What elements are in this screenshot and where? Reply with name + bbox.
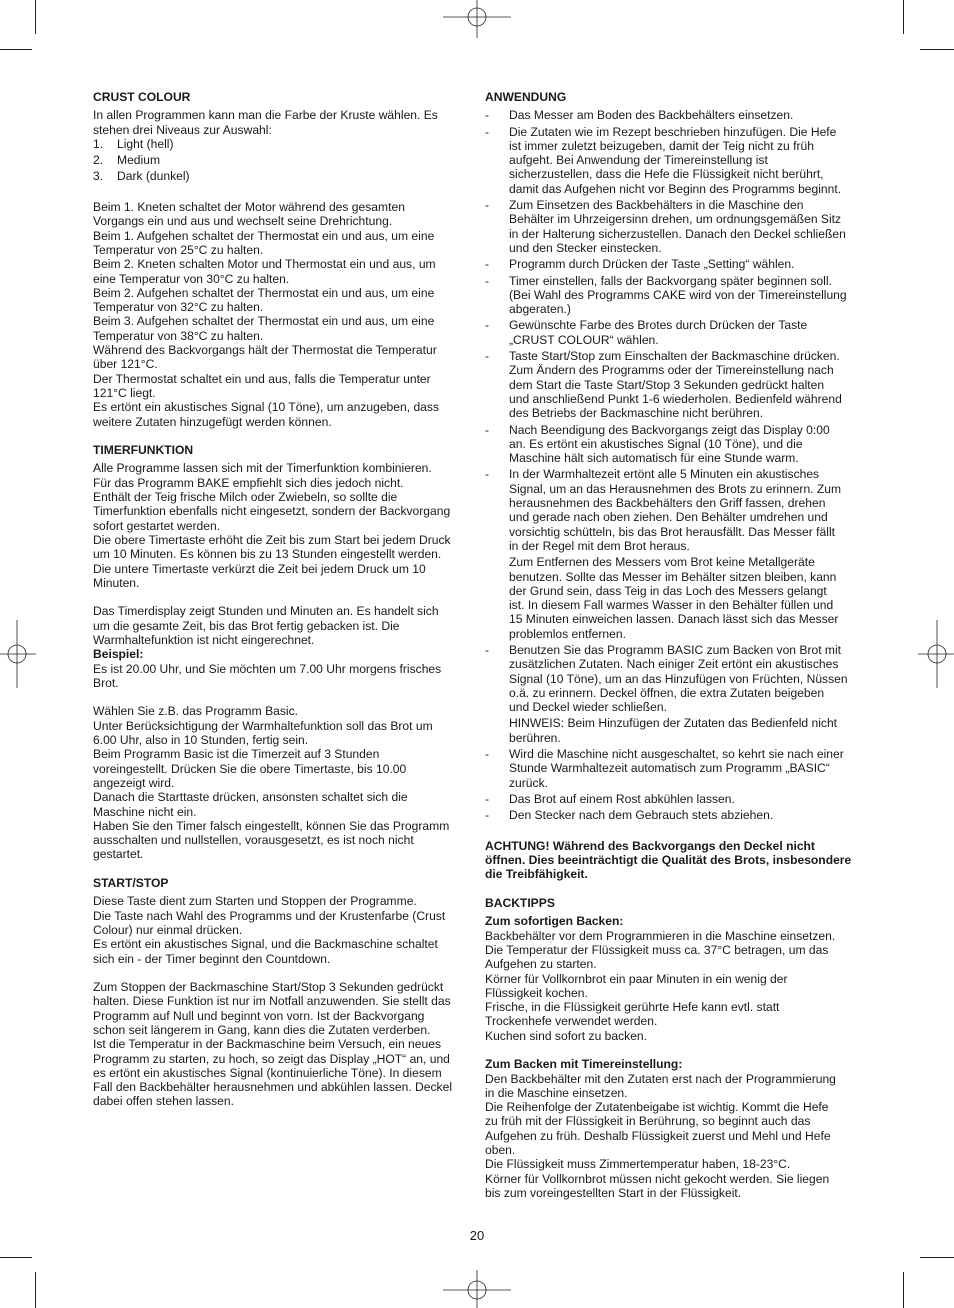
text-line: weitere Zutaten hinzugefügt werden können. <box>93 414 332 429</box>
text-line: Fall den Backbehälter herausnehmen und abkühlen lassen. Deckel <box>93 1080 453 1095</box>
list-item <box>485 257 867 271</box>
list-text <box>509 274 867 317</box>
text-line: Colour) nur einmal drücken. <box>93 922 243 937</box>
text-line: des Betriebs der Backmaschine nicht berühren. <box>509 406 764 421</box>
heading-crust-colour: CRUST COLOUR <box>93 90 191 104</box>
text-line: halten. Diese Funktion ist nur im Notfall anzuwenden. Sie stellt das <box>93 994 451 1009</box>
list-dash: - <box>485 422 490 437</box>
list-number: 2. <box>93 153 104 168</box>
list-text <box>509 643 867 745</box>
timer-paragraph-4 <box>93 704 473 861</box>
list-dash: - <box>485 318 490 333</box>
text-line: Den Stecker nach dem Gebrauch stets abziehen. <box>509 808 774 823</box>
text-line: Maschine hält sich automatisch für eine Stunde warm. <box>509 451 799 466</box>
heading-timerfunktion: TIMERFUNKTION <box>93 443 194 458</box>
list-item <box>485 643 867 745</box>
text-line: angezeigt wird. <box>93 775 175 790</box>
list-text <box>509 318 867 347</box>
list-item <box>93 137 473 151</box>
text-line: vorsichtig schütteln, bis das Brot herausfällt. Das Messer fällt <box>509 524 835 539</box>
registration-mark-left <box>0 620 36 688</box>
anwendung-list <box>485 108 867 822</box>
list-text <box>509 792 867 806</box>
crop-mark-tl-h <box>0 49 32 50</box>
list-text <box>509 257 867 271</box>
text-line: Warmhaltefunktion ist nicht eingerechnet. <box>93 632 315 647</box>
text-line: Der Thermostat schaltet ein und aus, falls die Temperatur unter <box>93 371 431 386</box>
text-line: damit das Aufgehen nicht vor Beginn des Programms beginnt. <box>509 181 842 196</box>
list-text <box>509 747 867 790</box>
text-line: 15 Minuten einweichen lassen. Danach lässt sich das Messer <box>509 612 839 627</box>
list-dash: - <box>485 808 490 823</box>
text-line: ist immer zuletzt beizugeben, damit der Teig nicht zu früh <box>509 138 814 153</box>
text-line: Temperatur von 32°C zu halten. <box>93 300 264 315</box>
list-text <box>509 198 867 255</box>
text-line: Beim 2. Kneten schalten Motor und Thermostat ein und aus, um <box>93 257 436 272</box>
text-line: Das Brot auf einem Rost abkühlen lassen. <box>509 791 735 806</box>
list-item <box>485 125 867 196</box>
text-line: benutzen. Sollte das Messer im Behälter sitzen bleiben, kann <box>509 569 837 584</box>
list-item <box>93 169 473 183</box>
list-text <box>509 467 867 641</box>
list-item <box>485 274 867 317</box>
list-dash: - <box>485 273 490 288</box>
list-dash: - <box>485 642 490 657</box>
list-number: 3. <box>93 169 104 184</box>
list-dash: - <box>485 198 490 213</box>
text-line: Es ist 20.00 Uhr, und Sie möchten um 7.00 Uhr morgens frisches <box>93 661 442 676</box>
text-line: Programm zu starten, zu hoch, so zeigt das Display „HOT“ an, und <box>93 1051 450 1066</box>
text-line: Zum Entfernen des Messers vom Brot keine Metallgeräte <box>509 555 815 570</box>
tips-paragraph-2 <box>485 1072 867 1201</box>
text-line: Für das Programm BAKE empfiehlt sich dies jedoch nicht. <box>93 475 404 490</box>
timer-paragraph-2 <box>93 604 473 690</box>
text-line: Behälter im Uhrzeigersinn drehen, um ordnungsgemäßen Sitz <box>509 212 842 227</box>
list-dash: - <box>485 108 490 123</box>
text-line: Es ertönt ein akustisches Signal, und die Backmaschine schaltet <box>93 937 438 952</box>
crop-mark-bl-h <box>0 1257 32 1258</box>
text-line: (Bei Wahl des Programms CAKE wird von der Timereinstellung <box>509 287 847 302</box>
text-line: um 10 Minuten. Es können bis zu 13 Stunden eingestellt werden. <box>93 547 442 562</box>
text-line: und den Stecker einstecken. <box>509 240 662 255</box>
text-line: voreingestellt. Drücken Sie die obere Timertaste, bis 10.00 <box>93 761 407 776</box>
text-line: Beim 1. Aufgehen schaltet der Thermostat ein und aus, um eine <box>93 228 435 243</box>
crust-body <box>93 200 473 429</box>
text-line: Backbehälter vor dem Programmieren in die Maschine einsetzen. <box>485 928 836 943</box>
list-text: Medium <box>117 153 161 168</box>
list-text: Dark (dunkel) <box>117 169 190 184</box>
text-line: Taste Start/Stop zum Einschalten der Backmaschine drücken. <box>509 349 840 364</box>
section-crust-colour <box>93 90 473 429</box>
list-dash: - <box>485 747 490 762</box>
section-anwendung <box>485 90 867 823</box>
text-line: an. Es ertönt ein akustisches Signal (10 Töne), und die <box>509 436 803 451</box>
text-line: Minuten. <box>93 575 140 590</box>
text-line: Diese Taste dient zum Starten und Stoppen der Programme. <box>93 894 417 909</box>
list-extra <box>509 555 867 641</box>
crop-mark-br-v <box>903 1272 904 1308</box>
text-line: zusätzlichen Zutaten. Nach einiger Zeit ertönt ein akustisches <box>509 657 839 672</box>
text-line: Wird die Maschine nicht ausgeschaltet, so kehrt sie nach einer <box>509 747 844 762</box>
text-line: Es ertönt ein akustisches Signal (10 Töne), um anzugeben, dass <box>93 400 439 415</box>
text-line: dabei offen stehen lassen. <box>93 1094 234 1109</box>
warning-line: ACHTUNG! Während des Backvorgangs den Deckel nicht <box>485 838 815 853</box>
text-line: Timer einstellen, falls der Backvorgang später beginnen soll. <box>509 273 832 288</box>
list-text <box>509 808 867 822</box>
crust-levels-list <box>93 137 473 184</box>
list-item <box>93 153 473 167</box>
section-timerfunktion <box>93 443 473 862</box>
text-line: Nach Beendigung des Backvorgangs zeigt das Display 0:00 <box>509 422 830 437</box>
text-line: Ist die Temperatur in der Backmaschine beim Versuch, ein neues <box>93 1037 441 1052</box>
list-text <box>509 349 867 420</box>
text-line: Aufgehen zu starten. <box>485 957 597 972</box>
text-line: über 121°C. <box>93 357 158 372</box>
list-extra <box>509 716 867 745</box>
text-line: Flüssigkeit kochen. <box>485 985 588 1000</box>
text-line: Wählen Sie z.B. das Programm Basic. <box>93 704 298 719</box>
crop-mark-tr-h <box>920 49 954 50</box>
list-item <box>485 467 867 641</box>
text-line: der Grund sein, dass Teig in das Loch des Messers gelangt <box>509 583 827 598</box>
start-paragraph-2 <box>93 980 473 1109</box>
text-line: in der Regel mit dem Brot heraus. <box>509 538 690 553</box>
list-dash: - <box>485 124 490 139</box>
text-line: Brot. <box>93 675 119 690</box>
text-line: berühren. <box>509 730 561 745</box>
right-column <box>485 90 867 1200</box>
section-backtipps <box>485 896 867 1200</box>
left-column <box>93 90 473 1109</box>
tips-paragraph-1 <box>485 929 867 1043</box>
text-line: Temperatur von 25°C zu halten. <box>93 242 264 257</box>
list-dash: - <box>485 257 490 272</box>
text-line: in die Maschine einsetzen. <box>485 1085 628 1100</box>
text-line: Körner für Vollkornbrot ein paar Minuten in ein wenig der <box>485 971 788 986</box>
text-line: Trockenhefe verwendet werden. <box>485 1014 658 1029</box>
crop-mark-br-h <box>920 1257 954 1258</box>
text-line: herausnehmen des Backbehälters den Griff fassen, drehen <box>509 496 826 511</box>
text-line: eine Temperatur von 30°C zu halten. <box>93 271 290 286</box>
text-line: zu früh mit der Flüssigkeit in Berührung, so beginnt auch das <box>485 1114 811 1129</box>
subheading-timer: Zum Backen mit Timereinstellung: <box>485 1057 683 1072</box>
text-line: problemlos entfernen. <box>509 626 626 641</box>
text-line: Unter Berücksichtigung der Warmhaltefunktion soll das Brot um <box>93 718 433 733</box>
list-item <box>485 747 867 790</box>
heading-backtipps: BACKTIPPS <box>485 896 555 911</box>
text-line: Vorgangs ein und aus und wechselt seine Drehrichtung. <box>93 214 393 229</box>
list-item <box>485 423 867 466</box>
text-line: ausschalten und nullstellen, vorausgesetzt, es ist noch nicht <box>93 833 414 848</box>
text-line: 6.00 Uhr, also in 10 Stunden, fertig sein. <box>93 733 309 748</box>
text-line: In allen Programmen kann man die Farbe der Kruste wählen. Es <box>93 108 438 123</box>
text-line: Haben Sie den Timer falsch eingestellt, können Sie das Programm <box>93 818 450 833</box>
text-line: Programm durch Drücken der Taste „Setting“ wählen. <box>509 257 795 272</box>
text-line: zurück. <box>509 775 548 790</box>
text-line: Aufgehen zu früh. Deshalb Flüssigkeit zuerst und Mehl und Hefe <box>485 1128 831 1143</box>
text-line: Alle Programme lassen sich mit der Timerfunktion kombinieren. <box>93 461 432 476</box>
text-line: Gewünschte Farbe des Brotes durch Drücken der Taste <box>509 318 808 333</box>
start-paragraph-1 <box>93 894 473 965</box>
text-line: Die Temperatur der Flüssigkeit muss ca. 37°C betragen, um das <box>485 942 829 957</box>
text-line: sicherzustellen, dass die Hefe die Flüssigkeit nicht berührt, <box>509 167 824 182</box>
page-number: 20 <box>469 1228 485 1243</box>
text-line: in der Halterung sicherzustellen. Danach den Deckel schließen <box>509 226 846 241</box>
text-line: Körner für Vollkornbrot müssen nicht gekocht werden. Sie liegen <box>485 1171 830 1186</box>
text-line: bis zum voreingestellten Start in der Flüssigkeit. <box>485 1185 742 1200</box>
text-line: und Deckel wieder schließen. <box>509 700 667 715</box>
list-text <box>509 125 867 196</box>
section-start-stop <box>93 876 473 1109</box>
list-text: Light (hell) <box>117 136 174 151</box>
text-line: Die Taste nach Wahl des Programms und der Krustenfarbe (Crust <box>93 908 446 923</box>
text-line: Temperatur von 38°C zu halten. <box>93 328 264 343</box>
crop-mark-bl-v <box>35 1272 36 1308</box>
text-line: Die Flüssigkeit muss Zimmertemperatur haben, 18-23°C. <box>485 1157 791 1172</box>
list-item <box>485 349 867 420</box>
text-line: Signal (10 Töne), um an das Hinzufügen von Früchten, Nüssen <box>509 671 848 686</box>
text-line: Danach die Starttaste drücken, ansonsten schaltet sich die <box>93 790 408 805</box>
text-line: Den Backbehälter mit den Zutaten erst nach der Programmierung <box>485 1071 836 1086</box>
list-item <box>485 198 867 255</box>
text-line: Enthält der Teig frische Milch oder Zwiebeln, so sollte die <box>93 490 398 505</box>
text-line: Beim 1. Kneten schaltet der Motor während des gesamten <box>93 200 405 215</box>
list-item <box>485 318 867 347</box>
crop-mark-tr-v <box>903 0 904 34</box>
text-line: stehen drei Niveaus zur Auswahl: <box>93 122 272 137</box>
text-line: sofort gestartet werden. <box>93 518 221 533</box>
list-item <box>485 108 867 122</box>
text-line: Frische, in die Flüssigkeit gerührte Hefe kann evtl. statt <box>485 1000 780 1015</box>
list-dash: - <box>485 791 490 806</box>
text-line: Beim Programm Basic ist die Timerzeit auf 3 Stunden <box>93 747 380 762</box>
text-line: es ertönt ein akustisches Signal (kontinuierliche Töne). In diesem <box>93 1065 442 1080</box>
timer-paragraph-1 <box>93 461 473 590</box>
text-line: schon seit längerem in Gang, kann dies die Zutaten verderben. <box>93 1023 431 1037</box>
text-line: Benutzen Sie das Programm BASIC zum Backen von Brot mit <box>509 642 842 657</box>
text-line: gestartet. <box>93 847 144 862</box>
list-text <box>509 423 867 466</box>
crust-intro <box>93 108 473 137</box>
text-line: In der Warmhaltezeit ertönt alle 5 Minuten ein akustisches <box>509 467 820 482</box>
text-line: Die obere Timertaste erhöht die Zeit bis zum Start bei jedem Druck <box>93 532 451 547</box>
list-item <box>485 792 867 806</box>
heading-anwendung: ANWENDUNG <box>485 90 567 104</box>
text-line: Während des Backvorgangs hält der Thermostat die Temperatur <box>93 343 437 358</box>
registration-mark-top <box>443 0 511 40</box>
warning-block <box>485 839 867 882</box>
text-line: „CRUST COLOUR“ wählen. <box>509 332 659 347</box>
text-line: sich ein - der Timer beginnt den Countdown. <box>93 951 331 966</box>
text-line: Beim 3. Aufgehen schaltet der Thermostat ein und aus, um eine <box>93 314 435 329</box>
text-line: 121°C liegt. <box>93 385 156 400</box>
text-line: Programm auf Null und beginnt von vorn. Ist der Backvorgang <box>93 1008 425 1023</box>
text-line: Das Messer am Boden des Backbehälters einsetzen. <box>509 108 794 123</box>
text-line: Die Zutaten wie im Rezept beschrieben hinzufügen. Die Hefe <box>509 124 837 139</box>
text-line: Signal, um an das Herausnehmen des Brots zu erinnern. Zum <box>509 481 842 496</box>
list-dash: - <box>485 349 490 364</box>
text-line: Beim 2. Aufgehen schaltet der Thermostat ein und aus, um eine <box>93 285 435 300</box>
list-number: 1. <box>93 136 104 151</box>
heading-start-stop: START/STOP <box>93 876 169 891</box>
registration-mark-right <box>918 620 954 688</box>
text-line: dem Start die Taste Start/Stop 3 Sekunden gedrückt halten <box>509 377 825 392</box>
warning-line: die Treibfähigkeit. <box>485 867 588 882</box>
registration-mark-bottom <box>443 1268 511 1308</box>
text-line: Maschine nicht ein. <box>93 804 197 819</box>
subheading-sofort: Zum sofortigen Backen: <box>485 914 624 929</box>
text-line: Zum Einsetzen des Backbehälters in die Maschine den <box>509 198 804 213</box>
text-line: Timerfunktion ebenfalls nicht eingesetzt, sondern der Backvorgang <box>93 504 451 519</box>
text-line: abgeraten.) <box>509 302 571 317</box>
text-line: um die gesamte Zeit, bis das Brot fertig gebacken ist. Die <box>93 618 400 633</box>
text-line: oben. <box>485 1143 516 1158</box>
text-line: und gerade nach oben ziehen. Den Behälter umdrehen und <box>509 510 828 525</box>
text-line: Zum Ändern des Programms oder der Timereinstellung nach <box>509 363 834 378</box>
text-line: Das Timerdisplay zeigt Stunden und Minuten an. Es handelt sich <box>93 604 439 619</box>
list-text <box>509 108 867 122</box>
text-line: Zum Stoppen der Backmaschine Start/Stop 3 Sekunden gedrückt <box>93 980 444 995</box>
text-line: Kuchen sind sofort zu backen. <box>485 1028 648 1043</box>
list-dash: - <box>485 467 490 482</box>
text-line: ist. In diesem Fall warmes Wasser in den Behälter füllen und <box>509 598 834 613</box>
example-label: Beispiel: <box>93 647 144 662</box>
text-line: Die Reihenfolge der Zutatenbeigabe ist wichtig. Kommt die Hefe <box>485 1100 829 1115</box>
warning-line: öffnen. Dies beeinträchtigt die Qualität des Brots, insbesondere <box>485 853 852 868</box>
list-item <box>485 808 867 822</box>
crop-mark-tl-v <box>35 0 36 34</box>
text-line: und anschließend Punkt 1-6 wiederholen. Bedienfeld während <box>509 391 842 406</box>
text-line: HINWEIS: Beim Hinzufügen der Zutaten das Bedienfeld nicht <box>509 716 838 731</box>
text-line: aufgeht. Bei Anwendung der Timereinstellung ist <box>509 153 768 168</box>
text-line: Stunde Warmhaltezeit automatisch zum Programm „BASIC“ <box>509 761 830 776</box>
text-line: o.ä. zu erinnern. Deckel öffnen, die extra Zutaten beigeben <box>509 685 825 700</box>
text-line: Die untere Timertaste verkürzt die Zeit bei jedem Druck um 10 <box>93 561 426 576</box>
